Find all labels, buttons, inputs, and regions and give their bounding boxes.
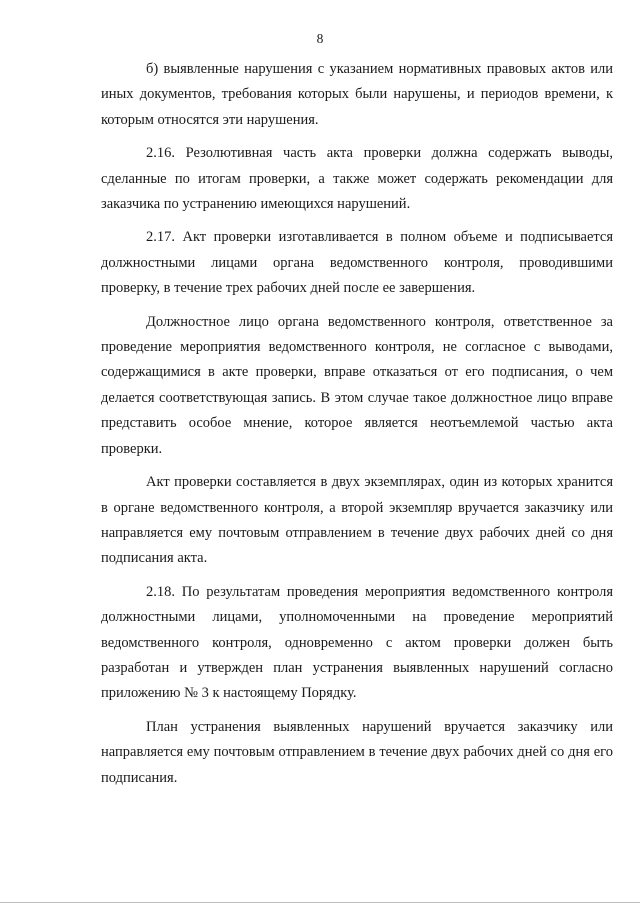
- paragraph-2-18: 2.18. По результатам проведения мероприятия ведомственного контроля должностными лицами, уполномоченными на проведение мероприятий ведомственного контроля, одновременно с актом проверки должен быть разработан и утвержден план устранения выявленных нарушений согласно приложению № 3 к настоящему Порядку.: [101, 583, 613, 702]
- paragraph-2-17: 2.17. Акт проверки изготавливается в полном объеме и подписывается должностными лицами органа ведомственного контроля, проводившими проверку, в течение трех рабочих дней после ее завершения.: [101, 229, 613, 297]
- page-number: 8: [316, 31, 324, 46]
- paragraph-official-disagreement: Должностное лицо органа ведомственного контроля, ответственное за проведение мероприятия ведомственного контроля, не согласное с выводами, содержащимися в акте проверки, вправе отказаться от его подписания, о чем делается соответствующая запись. В этом случае такое должностное лицо вправе представить особое мнение, которое является неотъемлемой частью акта проверки.: [101, 313, 613, 457]
- paragraph-2-16: 2.16. Резолютивная часть акта проверки должна содержать выводы, сделанные по итогам проверки, а также может содержать рекомендации для заказчика по устранению имеющихся нарушений.: [101, 145, 613, 213]
- paragraph-elimination-plan: План устранения выявленных нарушений вручается заказчику или направляется ему почтовым отправлением в течение двух рабочих дней со дня его подписания.: [101, 718, 613, 786]
- page-bottom-edge: [0, 902, 640, 903]
- paragraph-violations: б) выявленные нарушения с указанием нормативных правовых актов или иных документов, требования которых были нарушены, и периодов времени, к которым относятся эти нарушения.: [101, 61, 613, 128]
- document-body: [101, 57, 613, 797]
- paragraph-act-copies: Акт проверки составляется в двух экземплярах, один из которых хранится в органе ведомственного контроля, а второй экземпляр вручается заказчику или направляется ему почтовым отправлением в течение двух рабочих дней со дня подписания акта.: [101, 474, 613, 567]
